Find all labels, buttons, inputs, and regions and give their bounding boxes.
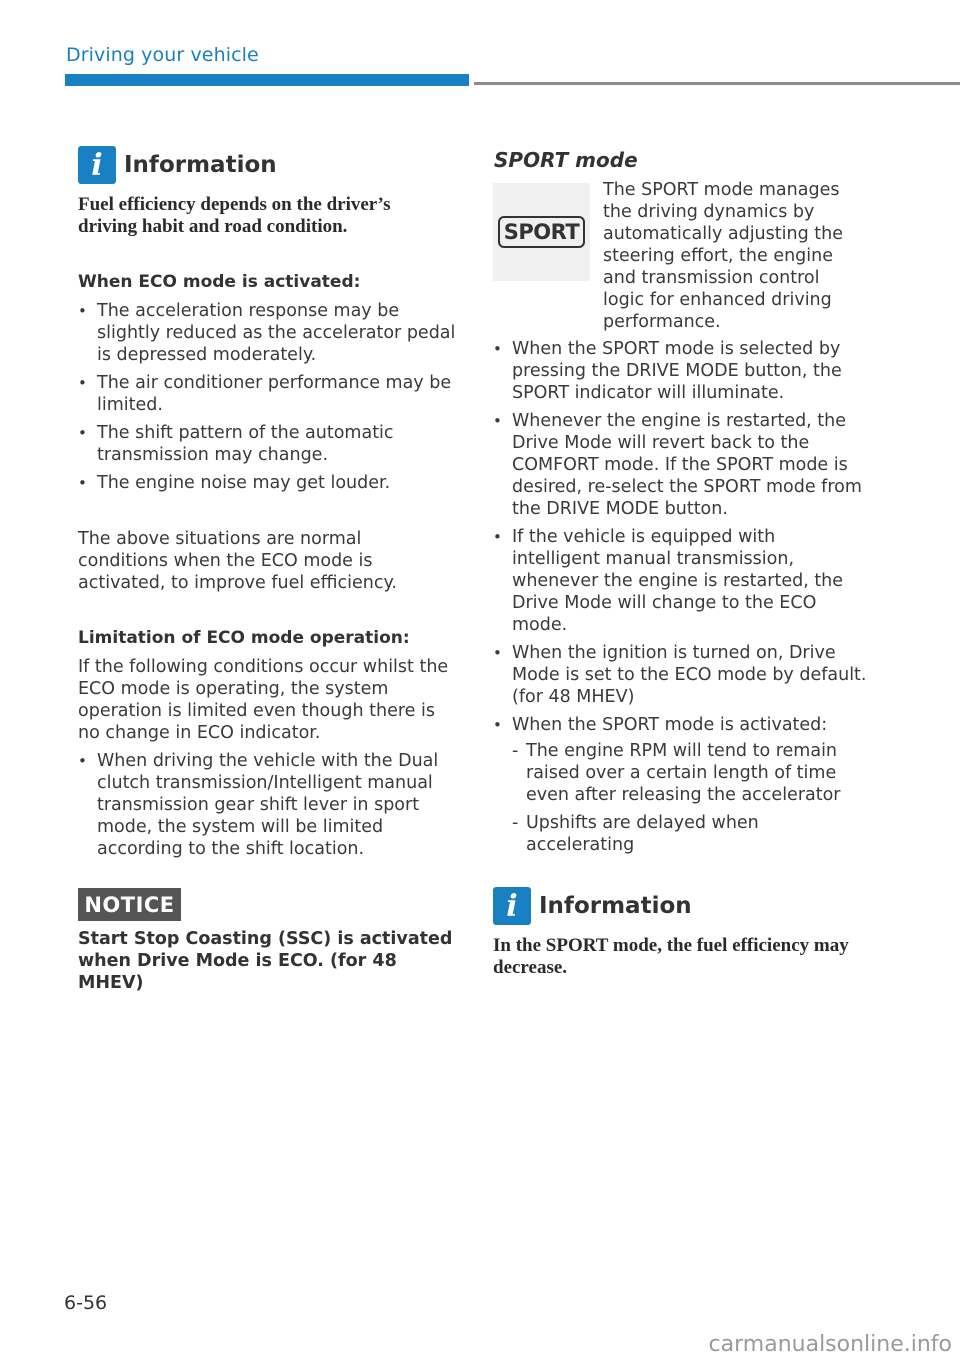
header-title: Driving your vehicle — [66, 44, 259, 66]
list-item: - Upshifts are delayed when accelerating — [512, 812, 862, 856]
info-heading — [78, 146, 277, 184]
list-item: • The air conditioner performance may be limited. — [78, 372, 458, 416]
info-icon: i — [493, 887, 531, 925]
info-label: Information — [124, 152, 277, 178]
notice-badge: NOTICE — [78, 888, 181, 921]
section-title: SPORT mode — [494, 148, 638, 172]
list-item: • The engine noise may get louder. — [78, 472, 458, 494]
sport-icon-text: SPORT — [498, 216, 585, 248]
list-item: • The shift pattern of the automatic transmission may change. — [78, 422, 458, 466]
sport-bullet-list — [493, 338, 868, 736]
info-text: Fuel efficiency depends on the driver’s driving habit and road condition. — [78, 194, 391, 237]
info-icon: i — [78, 146, 116, 184]
info-heading-sport — [493, 887, 692, 925]
eco-active-heading: When ECO mode is activated: — [78, 272, 361, 292]
limitation-text: If the following conditions occur whilst the ECO mode is operating, the system operation is limited even though there is no change in ECO indicator. — [78, 657, 449, 743]
list-item: • When the SPORT mode is selected by pressing the DRIVE MODE button, the SPORT indicator will illuminate. — [493, 338, 868, 404]
limitation-heading: Limitation of ECO mode operation: — [78, 628, 410, 648]
list-item: - The engine RPM will tend to remain raised over a certain length of time even after releasing the accelerator — [512, 740, 862, 806]
list-item: • The acceleration response may be slightly reduced as the accelerator pedal is depressed moderately. — [78, 300, 458, 366]
sport-info-text: In the SPORT mode, the fuel efficiency may decrease. — [493, 935, 849, 978]
list-item: • Whenever the engine is restarted, the Drive Mode will revert back to the COMFORT mode. If the SPORT mode is desired, re-select the SPORT mode from the DRIVE MODE button. — [493, 410, 868, 520]
page-number: 6-56 — [64, 1292, 108, 1314]
sport-dash-list — [512, 740, 862, 856]
watermark: carmanualsonline.info — [708, 1332, 952, 1357]
list-item: • When the SPORT mode is activated: — [493, 714, 868, 736]
sport-mode-icon — [493, 183, 590, 281]
header-rule — [474, 82, 960, 85]
notice-text: Start Stop Coasting (SSC) is activated when Drive Mode is ECO. (for 48 MHEV) — [78, 929, 453, 993]
eco-bullet-list — [78, 300, 458, 494]
header-rule-accent — [65, 74, 469, 86]
list-item: • If the vehicle is equipped with intelligent manual transmission, whenever the engine is restarted, the Drive Mode will change to the ECO mode. — [493, 526, 868, 636]
info-label: Information — [539, 893, 692, 919]
eco-summary: The above situations are normal conditions when the ECO mode is activated, to improve fuel efficiency. — [78, 529, 397, 593]
sport-intro: The SPORT mode manages the driving dynamics by automatically adjusting the steering effort, the engine and transmission control logic for enhanced driving performance. — [603, 180, 843, 332]
list-item: • When driving the vehicle with the Dual clutch transmission/Intelligent manual transmission gear shift lever in sport mode, the system will be limited according to the shift location. — [78, 750, 458, 860]
list-item: • When the ignition is turned on, Drive Mode is set to the ECO mode by default. (for 48 MHEV) — [493, 642, 868, 708]
limitation-bullet-list — [78, 750, 458, 860]
